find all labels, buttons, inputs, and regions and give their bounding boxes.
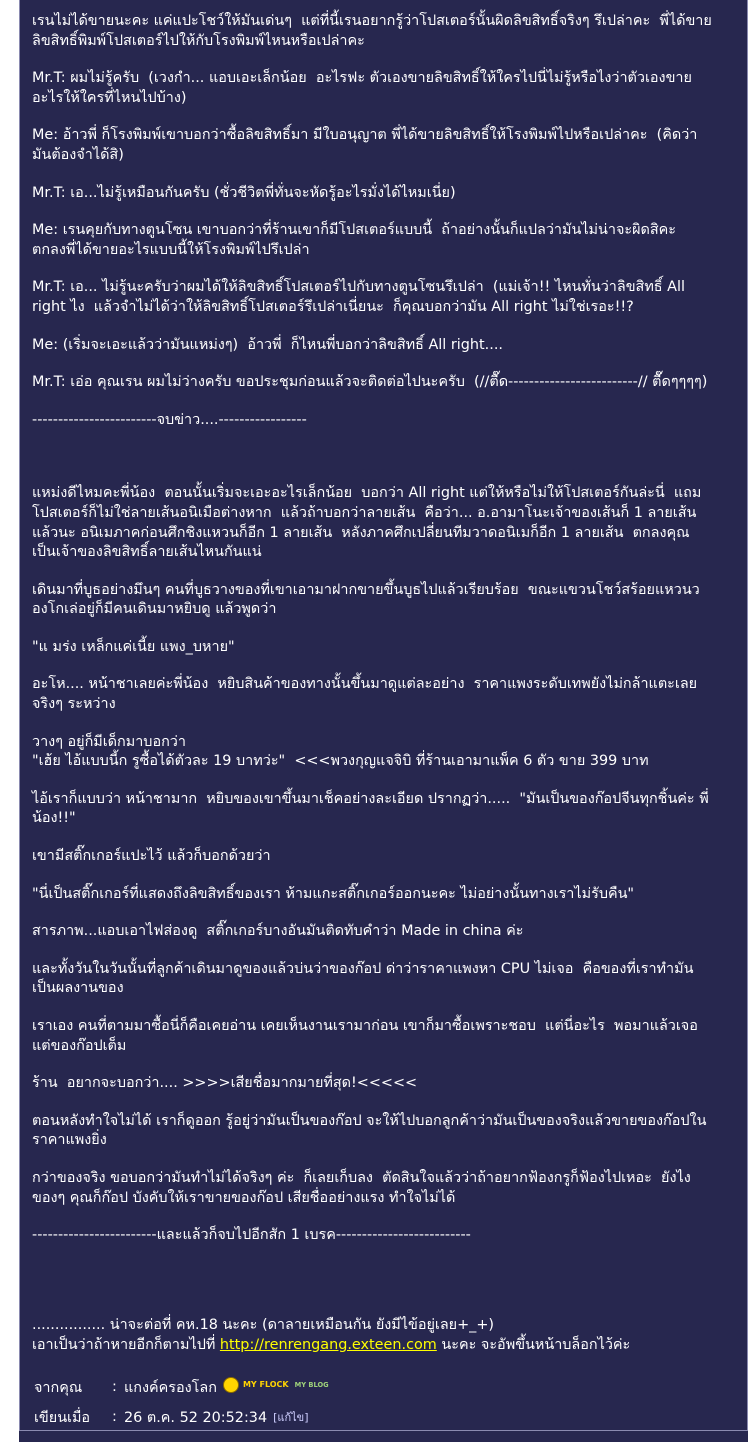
divider-text: ------------------------และแล้วก็จบไปอีกสัก 1 เบรค--------------------------	[32, 1227, 471, 1244]
post-body	[32, 12, 712, 1264]
smiley-icon[interactable]	[223, 1377, 239, 1393]
paragraph: Me: (เริ่มจะเอะแล้วว่ามันแหม่งๆ) อ้าวพี่ ก็ไหนพี่บอกว่าลิขสิทธิ์ All right....	[32, 336, 503, 353]
my-flock-label: MY FLOCK	[242, 1380, 289, 1389]
written-label: เขียนเมื่อ	[34, 1409, 91, 1426]
paragraph: กว่าของจริง ขอบอกว่ามันทำไม่ได้จริงๆ ค่ะ ก็เลยเก็บลง ตัดสินใจแล้วว่าถ้าอยากฟ้องกรูก็ฟ้องไปเหอะ ยังไงของๆ คุณก็ก๊อป บังคับให้เราขายของก๊อป เสียชื่ออย่างแรง ทำใจไม่ได้	[32, 1169, 691, 1206]
separator: :	[112, 1379, 117, 1395]
paragraph: ร้าน อยากจะบอกว่า.... >>>>เสียชื่อมากมายที่สุด!<<<<<	[32, 1075, 418, 1092]
author-row	[34, 1372, 335, 1402]
paragraph: Mr.T: เอ...ไม่รู้เหมือนกันครับ (ชั่วชีวิตพี่ทั่นจะหัดรู้อะไรมั่งได้ไหมเนี่ย)	[32, 184, 456, 201]
edit-link[interactable]: [แก้ไข]	[273, 1411, 309, 1424]
my-blog-link[interactable]	[295, 1381, 329, 1389]
paragraph: วางๆ อยู่ก็มีเด็กมาบอกว่า "เฮ้ย ไอ้แบบนี้ก รูซื้อได้ตัวละ 19 บาทว่ะ" <<<พวงกุญแจจิบิ ที่ร้านเอามาแพ็ค 6 ตัว ขาย 399 บาท	[32, 733, 649, 770]
footer-note-line	[32, 1336, 722, 1356]
author-name[interactable]: แกงค์ครองโลก	[124, 1379, 217, 1396]
paragraph: เราเอง คนที่ตามมาซื้อนี่ก็คือเคยอ่าน เคยเห็นงานเรามาก่อน เขาก็มาซื้อเพราะชอบ แต่นี่อะไร พอมาแล้วเจอแต่ของก๊อปเต็ม	[32, 1018, 698, 1054]
paragraph: ไอ้เราก็แบบว่า หน้าชามาก หยิบของเขาขึ้นมาเช็คอย่างละเอียด ปรากฏว่า..... "มันเป็นของก๊อปจีนทุกชิ้นค่ะ พี่น้อง!!"	[32, 790, 709, 827]
paragraph: เดินมาที่บูธอย่างมึนๆ คนที่บูธวางของที่เขาเอามาฝากขายขึ้นบูธไปแล้วเรียบร้อย ขณะแขวนโชว์สร้อยแหวนวองโกเล่อยู่ก็มีคนเดินมาหยิบดู แล้วพูดว่า	[32, 581, 700, 618]
paragraph: Mr.T: ผมไม่รู้ครับ (เวงกำ... แอบเอะเล็กน้อย อะไรฟะ ตัวเองขายลิขสิทธิ์ให้ใครไปนี่ไม่รู้หรือไงว่าตัวเองขายอะไรให้ใครที่ไหนไปบ้าง)	[32, 70, 692, 106]
blog-link[interactable]: http://renrengang.exteen.com	[219, 1336, 437, 1353]
paragraph: ตอนหลังทำใจไม่ได้ เราก็ดูออก รู้อยู่ว่ามันเป็นของก๊อป จะให้ไปบอกลูกค้าว่ามันเป็นของจริงแล้วขายของก๊อปในราคาแพงยิ่ง	[32, 1112, 707, 1149]
paragraph: "นี่เป็นสติ๊กเกอร์ที่แสดงถึงลิขสิทธิ์ของเรา ห้ามแกะสติ๊กเกอร์ออกนะคะ ไม่อย่างนั้นทางเราไม่รับคืน"	[32, 885, 635, 902]
paragraph: อะโห.... หน้าชาเลยค่ะพี่น้อง หยิบสินค้าของทางนั้นขึ้นมาดูแต่ละอย่าง ราคาแพงระดับเทพยังไม่กล้าแตะเลยจริงๆ ระหว่าง	[32, 676, 698, 713]
paragraph: และทั้งวันในวันนั้นที่ลูกค้าเดินมาดูของแล้วบ่นว่าของก๊อป ด่าว่าราคาแพงหา CPU ไม่เจอ คือของที่เราทำมันเป็นผลงานของ	[32, 960, 694, 997]
paragraph: Mr.T: เอ... ไม่รู้นะครับว่าผมได้ให้ลิขสิทธิ์โปสเตอร์ไปกับทางตูนโซนรึเปล่า (แม่เจ้า!! ไหนทั่นว่าลิขสิทธิ์ All right ไง แล้วจำไม่ได้ว่าให้ลิขสิทธิ์โปสเตอร์รึเปล่าเนี่ยนะ ก็คุณบอกว่ามัน All right ไม่ใช่เรอะ!!?	[32, 279, 690, 315]
paragraph: Mr.T: เอ่อ คุณเรน ผมไม่ว่างครับ ขอประชุมก่อนแล้วจะติดต่อไปนะครับ (//ตื๊ด-------------------------// ตื๊ดๆๆๆๆ)	[32, 374, 708, 391]
from-label: จากคุณ	[34, 1379, 83, 1396]
post-meta	[34, 1372, 335, 1432]
footer-note-suffix: นะคะ จะอัพขึ้นหน้าบล็อกไว้ค่ะ	[436, 1336, 631, 1353]
my-blog-label: MY BLOG	[294, 1381, 329, 1389]
date-row	[34, 1402, 335, 1432]
footer-note-line: ................ น่าจะต่อที่ คห.18 นะคะ (ดาลายเหมือนกัน ยังมีไข้อยู่เลย+_+)	[32, 1317, 495, 1333]
paragraph: แหม่งดีไหมคะพี่น้อง ตอนนั้นเริ่มจะเอะอะไรเล็กน้อย บอกว่า All right แต่ให้หรือไม่ให้โปสเตอร์กันล่ะนี่ แถมโปสเตอร์ก็ไม่ใช่ลายเส้นอนิเมือต่างหาก แล้วถ้าบอกว่าลายเส้น คือว่า... อ.อามาโนะเจ้าของเส้นก็ 1 ลายเส้นแล้วนะ อนิเมภาคก่อนศึกชิงแหวนก็อีก 1 ลายเส้น หลังภาคศึกเปลี่ยนทีมวาดอนิเมก็อีก 1 ลายเส้น ตกลงคุณเป็นเจ้าของลิขสิทธิ์ลายเส้นไหนกันแน่	[32, 485, 702, 561]
panel-bottom	[19, 1430, 748, 1442]
separator: :	[112, 1409, 117, 1425]
paragraph: สารภาพ...แอบเอาไฟส่องดู สติ๊กเกอร์บางอันมันติดทับคำว่า Made in china ค่ะ	[32, 923, 524, 940]
divider-text: ------------------------จบข่าว....-----------------	[32, 411, 307, 428]
footer-note	[32, 1316, 722, 1355]
paragraph: Me: เรนคุยกับทางตูนโซน เขาบอกว่าที่ร้านเขาก็มีโปสเตอร์แบบนี้ ถ้าอย่างนั้นก็แปลว่ามันไม่น่าจะผิดสิคะ ตกลงพี่ได้ขายอะไรแบบนี้ให้โรงพิมพ์ไปรึเปล่า	[32, 222, 681, 258]
post-date: 26 ต.ค. 52 20:52:34	[124, 1409, 268, 1426]
paragraph: เรนไม่ได้ขายนะคะ แค่แปะโชว์ให้มันเด่นๆ แต่ที่นี้เรนอยากรู้ว่าโปสเตอร์นั้นผิดลิขสิทธิ์จริงๆ รึเปล่าคะ พี่ได้ขายลิขสิทธิ์พิมพ์โปสเตอร์ไปให้กับโรงพิมพ์ไหนหรือเปล่าคะ	[32, 13, 712, 49]
footer-note-prefix: เอาเป็นว่าถ้าหายอีกก็ตามไปที่	[32, 1336, 220, 1353]
my-flock-link[interactable]	[243, 1381, 289, 1389]
paragraph: "แ มร่ง เหล็กแค่เนี้ย แพง_บหาย"	[32, 638, 235, 655]
paragraph: เขามีสติ๊กเกอร์แปะไว้ แล้วก็บอกด้วยว่า	[32, 848, 271, 865]
paragraph: Me: อ้าวพี่ ก็โรงพิมพ์เขาบอกว่าซื้อลิขสิทธิ์มา มีใบอนุญาต พี่ได้ขายลิขสิทธิ์ให้โรงพิมพ์ไปหรือเปล่าคะ (คิดว่ามันต้องจำได้สิ)	[32, 127, 698, 163]
